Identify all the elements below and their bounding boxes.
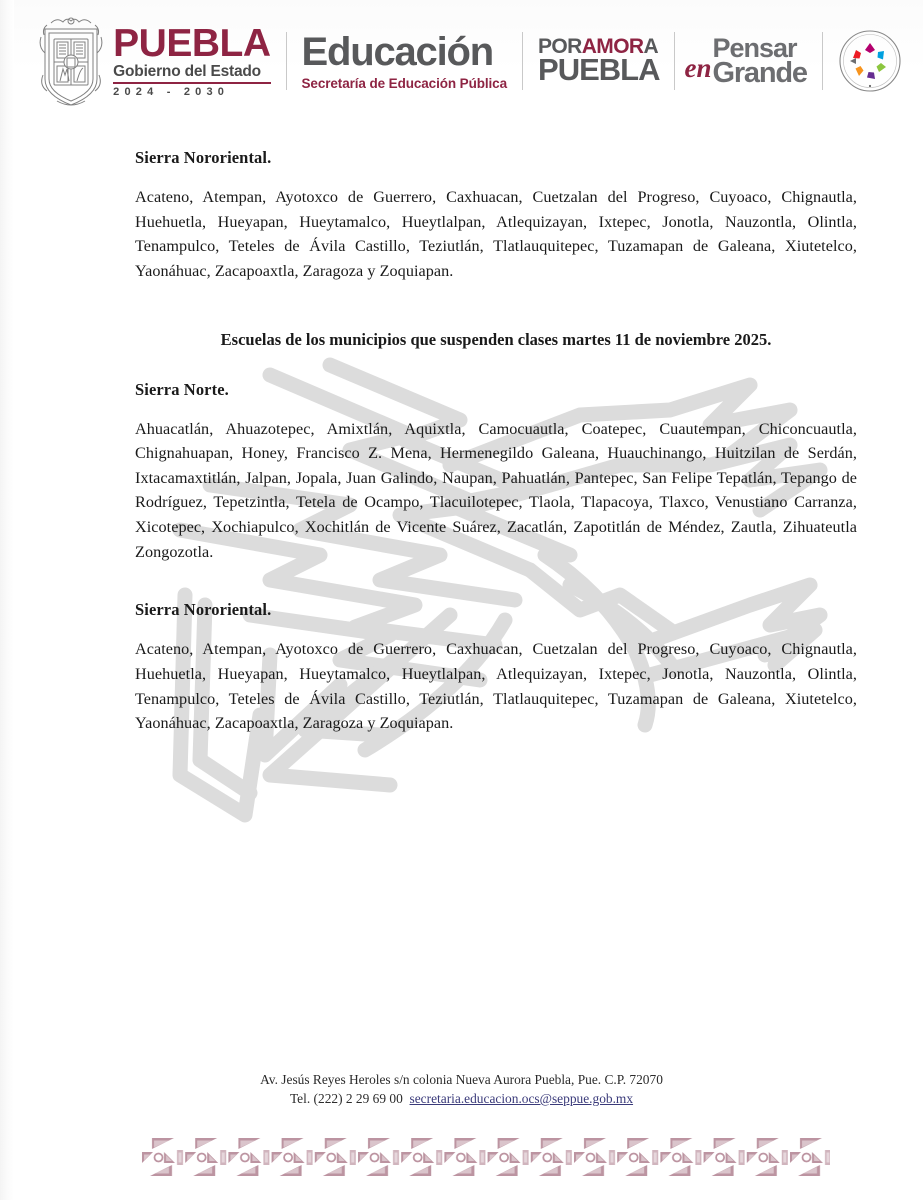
puebla-coat-of-arms-icon bbox=[37, 15, 105, 107]
por-amor-a-puebla-logo bbox=[538, 35, 660, 88]
spacer-2 bbox=[135, 350, 857, 380]
footer-telephone: Tel. (222) 2 29 69 00 bbox=[289, 1090, 403, 1106]
section-title-sierra-nororiental-1: Sierra Nororiental. bbox=[135, 148, 272, 167]
footer-contact bbox=[0, 1089, 923, 1108]
municipality-list-sierra-nororiental-2: Acateno, Atempan, Ayotoxco de Guerrero, Caxhuacan, Cuetzalan del Progreso, Cuyoaco, Chignautla, Huehuetla, Hueyapan, Hueytamalco, Hueytlalpan, Atlequizayan, Ixtepec, Jonotla, Nauzontla, Olintla, Tenampulco, Teteles de Ávila Castillo, Teziutlán, Tlatlauquitepec, Tuzamapan de Galeana, Xiutetelco, Yaonáhuac, Zacapoaxtla, Zaragoza y Zoquiapan. bbox=[135, 640, 857, 733]
document-body bbox=[135, 148, 857, 736]
secretaria-educacion-logo bbox=[301, 29, 508, 91]
puebla-wordmark: PUEBLA bbox=[113, 22, 271, 66]
municipality-list-sierra-norte: Ahuacatlán, Ahuazotepec, Amixtlán, Aquixtla, Camocuautla, Coatepec, Cuautempan, Chiconcuautla, Chignahuapan, Honey, Francisco Z. Mena, Hermenegildo Galeana, Huauchinango, Huitzilan de Serdán, Ixtacamaxtitlán, Jalpan, Jopala, Juan Galindo, Naupan, Pahuatlán, Pantepec, San Felipe Tepatlán, Tepango de Rodríguez, Tepetzintla, Tetela de Ocampo, Tlacuilotepec, Tlaola, Tlapacoya, Tlaxco, Venustiano Carranza, Xicotepec, Xochiapulco, Xochitlán de Vicente Suárez, Zacatlán, Zapotitlán de Méndez, Zautla, Zihuateutla Zongozotla. bbox=[135, 419, 857, 561]
footer-email-link[interactable]: secretaria.educacion.ocs@seppue.gob.mx bbox=[409, 1090, 634, 1106]
municipality-list-sierra-nororiental-1: Acateno, Atempan, Ayotoxco de Guerrero, Caxhuacan, Cuetzalan del Progreso, Cuyoaco, Chignautla, Huehuetla, Hueyapan, Hueytamalco, Hueytlalpan, Atlequizayan, Ixtepec, Jonotla, Nauzontla, Olintla, Tenampulco, Teteles de Ávila Castillo, Teziutlán, Tlatlauquitepec, Tuzamapan de Galeana, Xiutetelco, Yaonáhuac, Zacapoaxtla, Zaragoza y Zoquiapan. bbox=[135, 188, 857, 280]
amor-line-2: PUEBLA bbox=[538, 52, 660, 88]
educacion-wordmark: Educación bbox=[301, 29, 493, 74]
header-divider-2 bbox=[522, 32, 523, 90]
igualdad-laboral-seal-icon bbox=[838, 29, 902, 93]
header-divider-4 bbox=[822, 32, 823, 90]
spacer-3 bbox=[135, 564, 857, 600]
puebla-term-years: 2024 - 2030 bbox=[113, 85, 230, 98]
educacion-subtitle: Secretaría de Educación Pública bbox=[301, 75, 508, 91]
greca-decorative-border bbox=[140, 1136, 830, 1178]
pensar-en-grande-logo bbox=[684, 32, 807, 90]
puebla-government-logo bbox=[37, 15, 270, 107]
pensar-line-2: Grande bbox=[712, 57, 807, 90]
section-title-sierra-nororiental-2: Sierra Nororiental. bbox=[135, 600, 272, 620]
header-divider-1 bbox=[286, 32, 287, 90]
pensar-en-script: en bbox=[684, 52, 712, 83]
spacer-1 bbox=[135, 284, 857, 330]
suspension-date-heading: Escuelas de los municipios que suspenden clases martes 11 de noviembre 2025. bbox=[220, 329, 772, 349]
page-edge-shadow bbox=[0, 0, 14, 1200]
header-divider-3 bbox=[674, 32, 675, 90]
amor-a: A bbox=[643, 35, 659, 59]
amor-por: POR bbox=[538, 35, 582, 59]
amor-amor: AMOR bbox=[581, 35, 644, 59]
document-footer bbox=[0, 1070, 923, 1108]
section-title-sierra-norte: Sierra Norte. bbox=[135, 379, 229, 399]
document-header bbox=[0, 0, 923, 122]
puebla-subtitle: Gobierno del Estado bbox=[113, 64, 270, 84]
pensar-line-1: Pensar bbox=[712, 32, 797, 63]
footer-address: Av. Jesús Reyes Heroles s/n colonia Nueva Aurora Puebla, Pue. C.P. 72070 bbox=[260, 1071, 663, 1087]
